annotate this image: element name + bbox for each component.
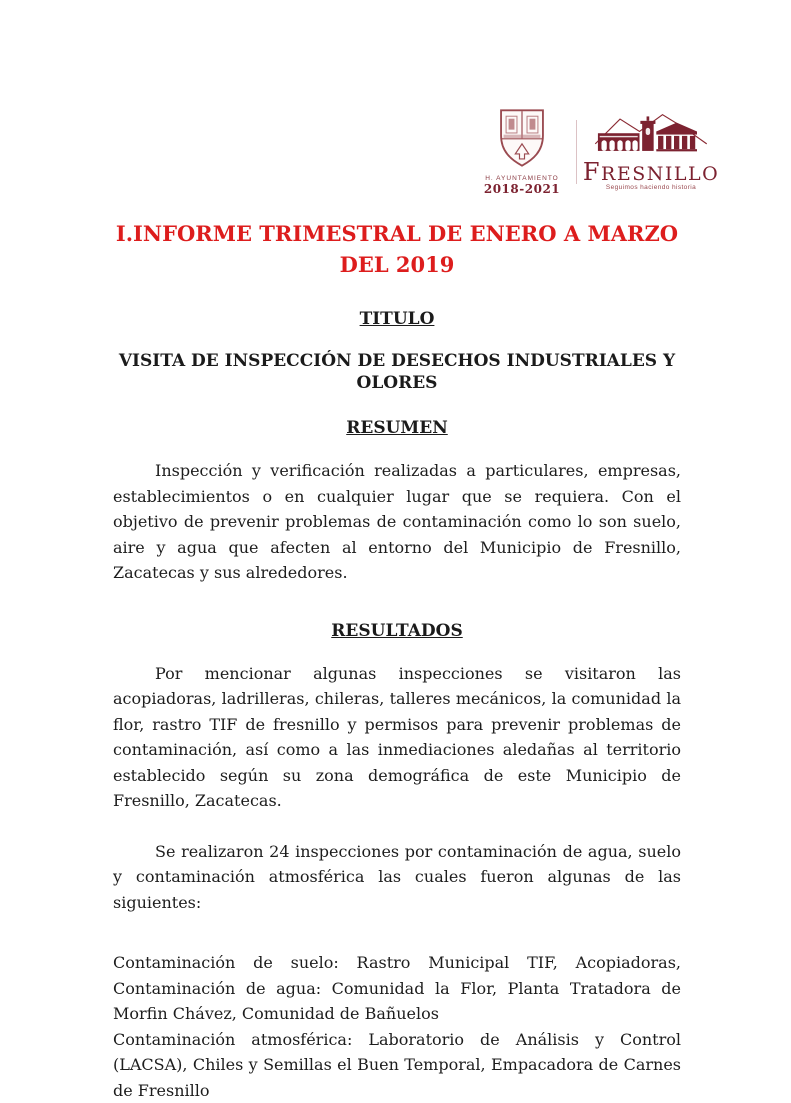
document-title: I.INFORME TRIMESTRAL DE ENERO A MARZO DEL 2019	[113, 218, 681, 280]
brand-tagline: Seguimos haciendo historia	[606, 184, 696, 191]
document-content	[113, 0, 681, 1103]
crest-caption: H. AYUNTAMIENTO	[485, 175, 559, 182]
paragraph-contaminacion-suelo-agua: Contaminación de suelo: Rastro Municipal TIF, Acopiadoras, Contaminación de agua: Comunidad la Flor, Planta Tratadora de Morfin Chávez, Comunidad de Bañuelos	[113, 950, 681, 1027]
crest-years: 2018-2021	[484, 182, 560, 196]
heading-resultados: RESULTADOS	[113, 620, 681, 642]
paragraph-resumen: Inspección y verificación realizadas a particulares, empresas, establecimientos o en cualquier lugar que se requiera. Con el objetivo de prevenir problemas de contaminación como lo son suelo, aire y agua que afecten al entorno del Municipio de Fresnillo, Zacatecas y sus alrededores.	[113, 458, 681, 586]
heading-resumen: RESUMEN	[113, 417, 681, 439]
paragraph-resultados-1: Por mencionar algunas inspecciones se visitaron las acopiadoras, ladrilleras, chileras, talleres mecánicos, la comunidad la flor, rastro TIF de fresnillo y permisos para prevenir problemas de contaminación, así como a las inmediaciones aledañas al territorio establecido según su zona demográfica de este Municipio de Fresnillo, Zacatecas.	[113, 661, 681, 814]
paragraph-contaminacion-atmosferica: Contaminación atmosférica: Laboratorio de Análisis y Control (LACSA), Chiles y Semillas el Buen Temporal, Empacadora de Carnes de Fresnillo	[113, 1027, 681, 1103]
brand-name: FRESNILLO	[583, 162, 719, 184]
heading-titulo: TITULO	[113, 308, 681, 330]
paragraph-resultados-2: Se realizaron 24 inspecciones por contaminación de agua, suelo y contaminación atmosférica las cuales fueron algunas de las siguientes:	[113, 839, 681, 916]
document-subtitle: VISITA DE INSPECCIÓN DE DESECHOS INDUSTRIALES Y OLORES	[113, 350, 681, 394]
